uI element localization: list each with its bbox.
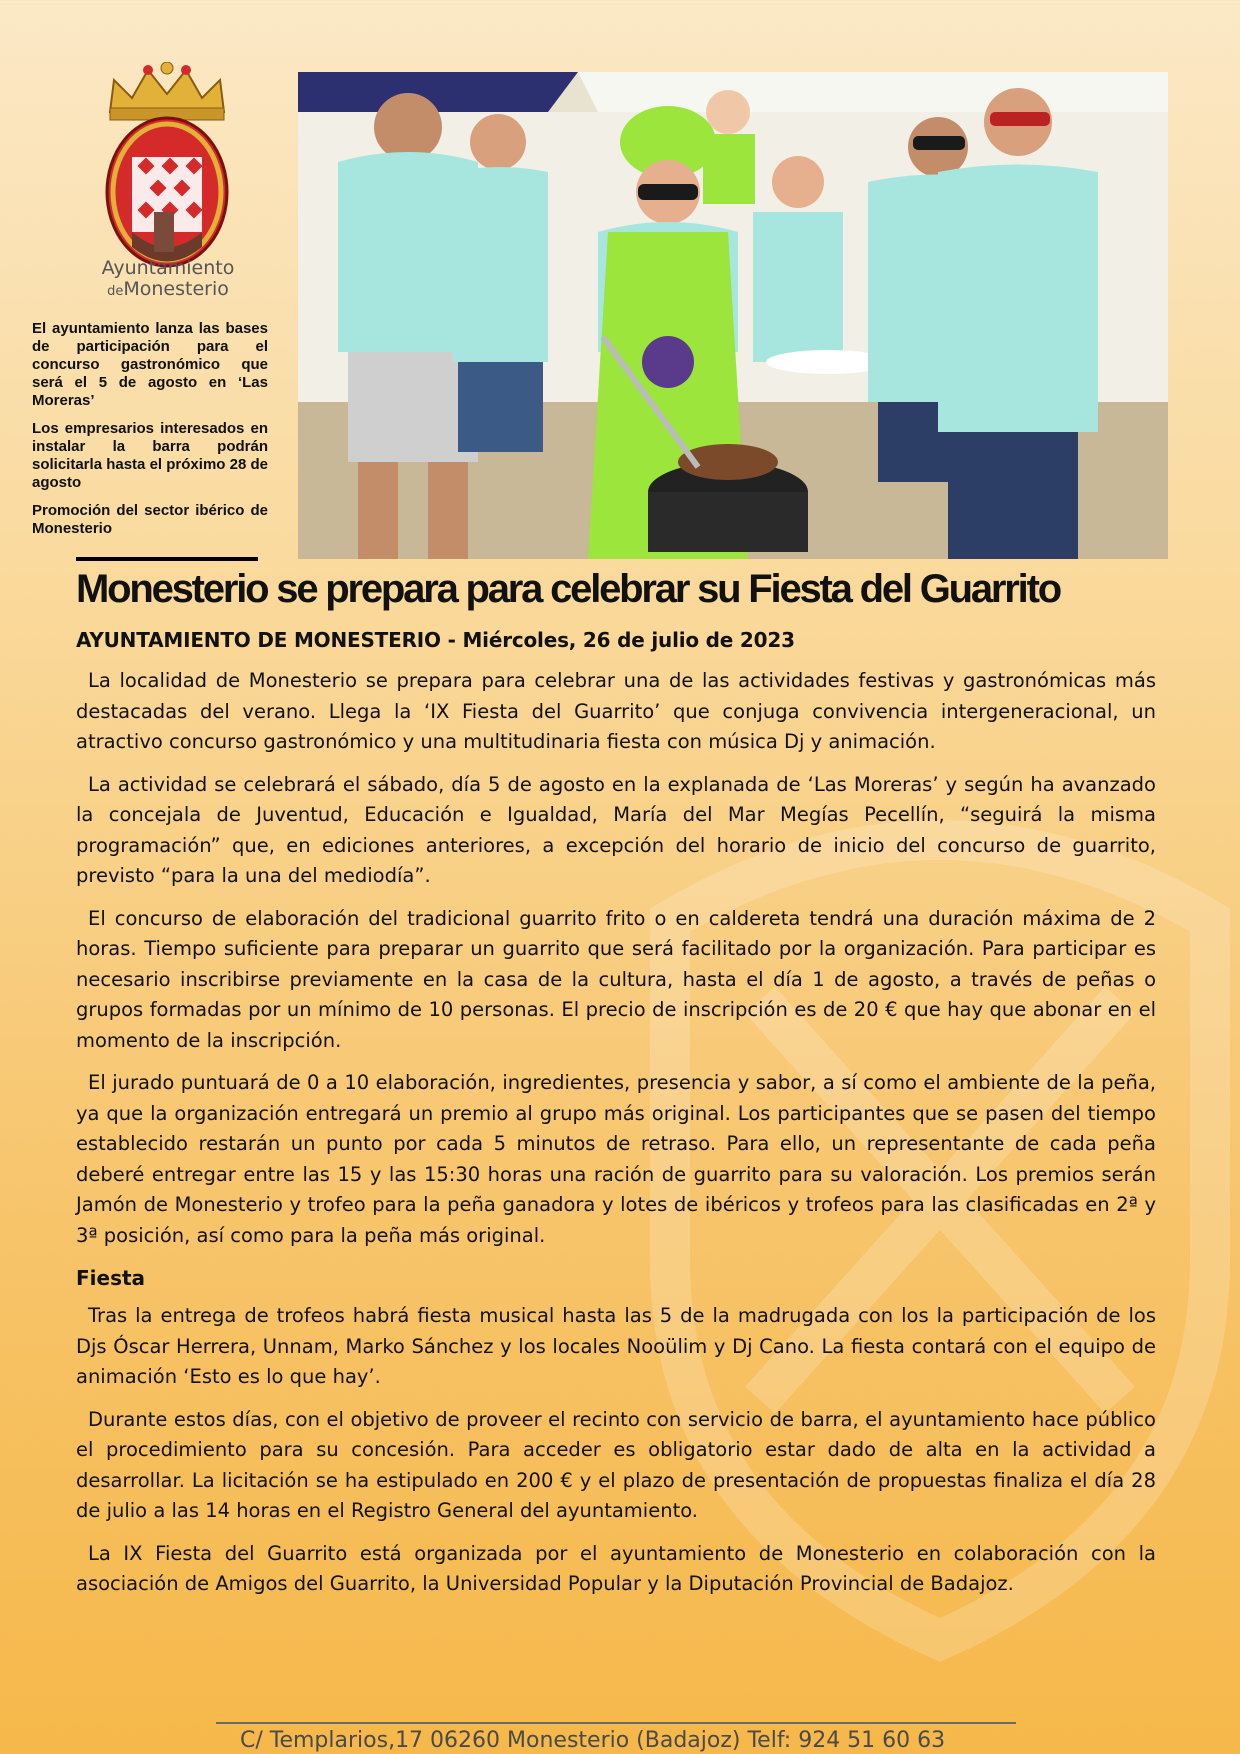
highlights-sidebar [32, 320, 268, 548]
highlight-item: Promoción del sector ibérico de Monesterio [32, 502, 268, 537]
article-paragraph: La IX Fiesta del Guarrito está organizada por el ayuntamiento de Monesterio en colaboración con la asociación de Amigos del Guarrito, la Universidad Popular y la Diputación Provincial de Badajoz. [76, 1541, 1156, 1595]
logo-prefix: de [107, 284, 124, 299]
event-photo [298, 72, 1168, 559]
logo-line2: Monesterio [123, 278, 229, 300]
article-paragraph: El jurado puntuará de 0 a 10 elaboración, ingredientes, presencia y sabor, a sí como el ambiente de la peña, ya que la organización entregará un premio al grupo más original. Los participantes que se pasen del tiempo establecido restarán un punto por cada 5 minutos de retraso. Para ello, un representante de cada peña deberé entregar entre las 15 y las 15:30 horas una ración de guarrito para su valoración. Los premios serán Jamón de Monesterio y trofeo para la peña ganadora y lotes de ibéricos y trofeos para las clasificadas en 2ª y 3ª posición, así como para la peña más original. [76, 1071, 1156, 1247]
logo-wordmark [78, 258, 258, 302]
article-paragraph: Durante estos días, con el objetivo de proveer el recinto con servicio de barra, el ayuntamiento hace público el procedimiento para su concesión. Para acceder es obligatorio estar dado de alta en la actividad a desarrollar. La licitación se ha estipulado en 200 € y el plazo de presentación de propuestas finaliza el día 28 de julio a las 14 horas en el Registro General del ayuntamiento. [76, 1407, 1156, 1522]
crown-icon [110, 62, 224, 120]
highlight-item: Los empresarios interesados en instalar la barra podrán solicitarla hasta el próximo 28 de agosto [32, 420, 268, 491]
article-headline: Monesterio se prepara para celebrar su Fiesta del Guarrito [76, 567, 1060, 611]
shield-icon [107, 118, 227, 266]
article-paragraph: La actividad se celebrará el sábado, día 5 de agosto en la explanada de ‘Las Moreras’ y según ha avanzado la concejala de Juventud, Educación e Igualdad, María del Mar Megías Pecellín, “seguirá la misma programación” que, en ediciones anteriores, a excepción del horario de inicio del concurso de guarrito, previsto “para la una del mediodía”. [76, 772, 1156, 887]
headline-rule [76, 557, 258, 561]
article-byline [76, 626, 795, 654]
logo-line1: Ayuntamiento [101, 257, 235, 279]
footer-rule [216, 1722, 1016, 1724]
byline-org: AYUNTAMIENTO DE MONESTERIO [76, 628, 441, 652]
footer-address: C/ Templarios,17 06260 Monesterio (Badajoz) Telf: 924 51 60 63 [240, 1728, 946, 1753]
section-heading: Fiesta [76, 1266, 146, 1290]
article-body [76, 666, 1156, 1612]
article-paragraph: La localidad de Monesterio se prepara para celebrar una de las actividades festivas y gastronómicas más destacadas del verano. Llega la ‘IX Fiesta del Guarrito’ que conjuga convivencia intergeneracional, un atractivo concurso gastronómico y una multitudinaria fiesta con música Dj y animación. [76, 669, 1156, 753]
article-paragraph: El concurso de elaboración del tradicional guarrito frito o en caldereta tendrá una duración máxima de 2 horas. Tiempo suficiente para preparar un guarrito que será facilitado por la organización. Para participar es necesario inscribirse previamente en la casa de la cultura, hasta el día 1 de agosto, a través de peñas o grupos formadas por un mínimo de 10 personas. El precio de inscripción es de 20 € que hay que abonar en el momento de la inscripción. [76, 906, 1156, 1052]
byline-date: - Miércoles, 26 de julio de 2023 [440, 628, 795, 652]
highlight-item: El ayuntamiento lanza las bases de participación para el concurso gastronómico que será el 5 de agosto en ‘Las Moreras’ [32, 320, 268, 409]
article-paragraph: Tras la entrega de trofeos habrá fiesta musical hasta las 5 de la madrugada con los la participación de los Djs Óscar Herrera, Unnam, Marko Sánchez y los locales Nooülim y Dj Cano. La fiesta contará con el equipo de animación ‘Esto es lo que hay’. [76, 1304, 1156, 1388]
